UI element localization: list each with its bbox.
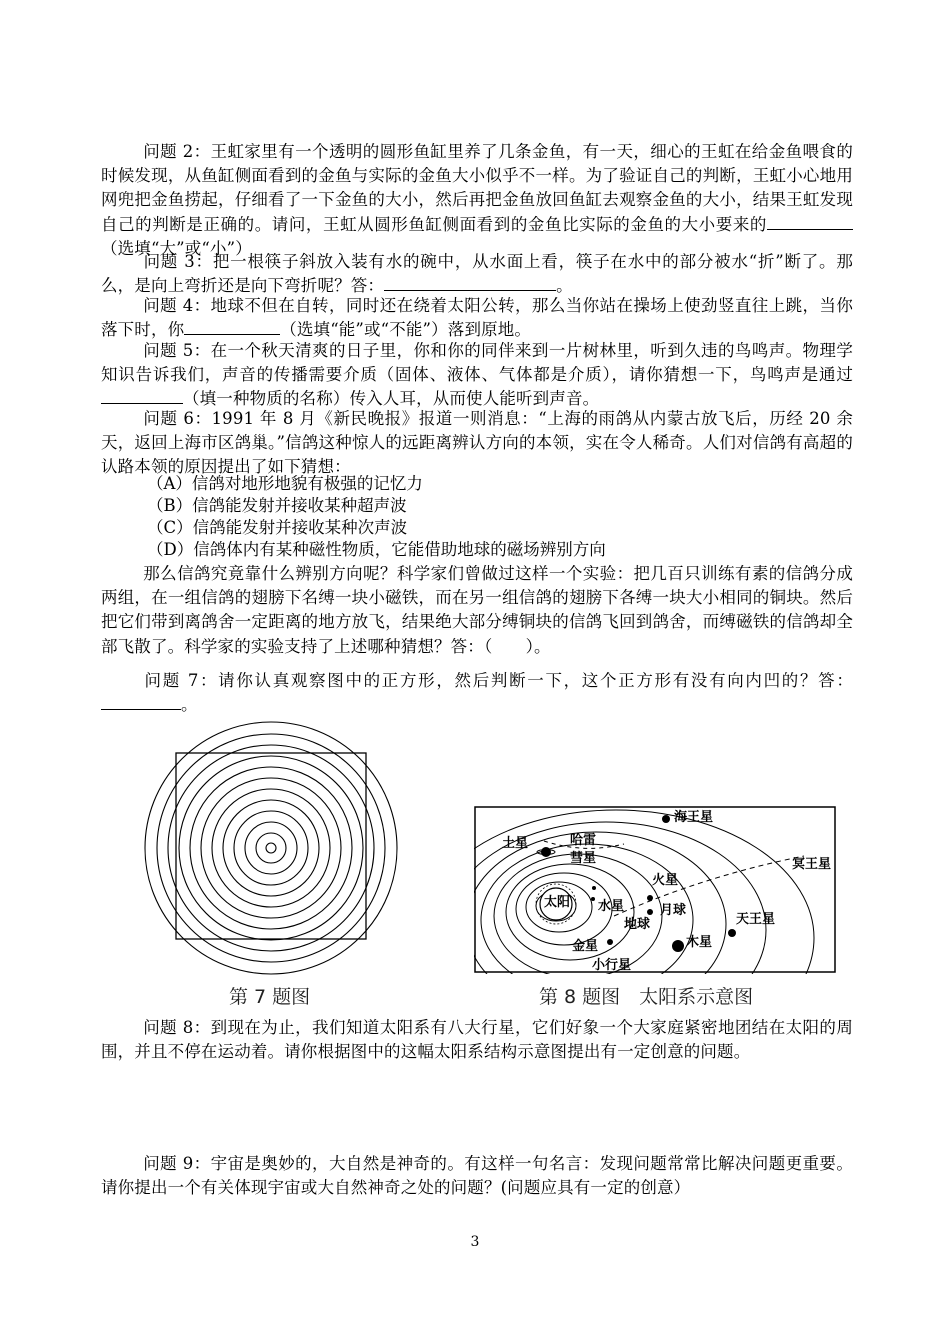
question-7-text: 问题 7：请你认真观察图中的正方形，然后判断一下，这个正方形有没有向内凹的？答：	[143, 671, 853, 690]
label-jupiter: 木星	[686, 935, 713, 950]
option-d: （D）信鸽体内有某种磁性物质，它能借助地球的磁场辨别方向	[147, 540, 606, 559]
question-4-tail: （选填“能”或“不能”）落到原地。	[280, 320, 532, 340]
label-comet: 彗星	[570, 851, 597, 866]
question-6-text: 问题 6：1991 年 8 月《新民晚报》报道一则消息：“上海的雨鸽从内蒙古放飞后，历经 20 余天，返回上海市区鸽巢。”信鸽这种惊人的远距离辨认方向的本领，实在令人稀奇。人们对信鸽有高超的认路本领的原因提出了如下猜想：	[101, 409, 853, 477]
answer-blank[interactable]	[101, 387, 183, 404]
question-4	[101, 294, 853, 342]
uranus-marker	[728, 929, 736, 937]
figure-frame	[475, 807, 835, 972]
label-sun: 太阳	[544, 895, 571, 910]
label-moon: 月球	[660, 903, 687, 918]
question-2	[101, 140, 853, 261]
answer-blank[interactable]	[384, 274, 556, 291]
option-c: （C）信鸽能发射并接收某种次声波	[147, 518, 408, 537]
label-saturn: 土星	[502, 836, 529, 851]
question-3-text: 问题 3：把一根筷子斜放入装有水的碗中，从水面上看，筷子在水中的部分被水“折”断了。那么，是向上弯折还是向下弯折呢？答：	[101, 252, 853, 296]
question-9-text: 问题 9：宇宙是奥妙的，大自然是神奇的。有这样一句名言：发现问题常常比解决问题更重要。请你提出一个有关体现宇宙或大自然神奇之处的问题？(问题应具有一定的创意）	[101, 1154, 853, 1198]
question-5-text: 问题 5：在一个秋天清爽的日子里，你和你的同伴来到一片树林里，听到久违的鸟鸣声。物理学知识告诉我们，声音的传播需要介质（固体、液体、气体都是介质），请你猜想一下，鸟鸣声是通过	[101, 341, 853, 385]
label-halley: 哈雷	[570, 833, 597, 848]
saturn-marker	[541, 847, 551, 857]
question-9	[101, 1152, 853, 1200]
question-5-tail: （填一种物质的名称）传入人耳，从而使人能听到声音。	[183, 389, 600, 409]
jupiter-marker	[672, 940, 684, 952]
question-6-experiment-text: 那么信鸽究竟靠什么辨别方向呢？科学家们曾做过这样一个实验：把几百只训练有素的信鸽分成两组，在一组信鸽的翅膀下名缚一块小磁铁，而在另一组信鸽的翅膀下各缚一块大小相同的铜块。然后把它们带到离鸽舍一定距离的地方放飞，结果绝大部分缚铜块的信鸽飞回到鸽舍，而缚磁铁的信鸽却全部飞散了。科学家的实验支持了上述哪种猜想？答：（ ）。	[101, 564, 853, 656]
earth-marker	[647, 909, 653, 915]
figure-7-illusion	[134, 720, 410, 982]
option-a: （A）信鸽对地形地貌有极强的记忆力	[147, 474, 423, 493]
venus-marker	[607, 939, 613, 945]
page-number: 3	[470, 1234, 480, 1250]
figure-8-caption: 第 8 题图 太阳系示意图	[539, 986, 754, 1008]
question-2-text: 问题 2：王虹家里有一个透明的圆形鱼缸里养了几条金鱼，有一天，细心的王虹在给金鱼喂食的时候发现，从鱼缸侧面看到的金鱼与实际的金鱼大小似乎不一样。为了验证自己的判断，王虹小心地用网兜把金鱼捞起，仔细看了一下金鱼的大小，然后再把金鱼放回鱼缸去观察金鱼的大小，结果王虹发现自己的判断是正确的。请问，王虹从圆形鱼缸侧面看到的金鱼比实际的金鱼的大小要来的	[101, 142, 853, 234]
answer-blank[interactable]	[184, 318, 280, 335]
mercury-marker	[591, 897, 595, 901]
label-earth: 地球	[624, 917, 651, 932]
question-8-text: 问题 8：到现在为止，我们知道太阳系有八大行星，它们好象一个大家庭紧密地团结在太阳的周围，并且不停在运动着。请你根据图中的这幅太阳系结构示意图提出有一定创意的问题。	[101, 1018, 853, 1062]
question-5	[101, 339, 853, 412]
label-venus: 金星	[572, 939, 599, 954]
question-6-experiment	[101, 562, 853, 659]
answer-blank[interactable]	[767, 213, 853, 230]
question-2-tail: （选填“大”或“小”）	[101, 238, 252, 258]
question-7	[101, 669, 853, 717]
question-4-text: 问题 4：地球不但在自转，同时还在绕着太阳公转，那么当你站在操场上使劲竖直往上跳，当你落下时，你	[101, 296, 853, 340]
comet-marker	[592, 886, 596, 890]
question-7-tail: 。	[181, 695, 198, 715]
question-3	[101, 250, 853, 298]
label-mars: 火星	[652, 873, 679, 888]
neptune-marker	[662, 815, 670, 823]
figure-7-caption: 第 7 题图	[229, 986, 311, 1008]
label-pluto: 冥王星	[792, 857, 832, 872]
question-8	[101, 1016, 853, 1064]
label-mercury: 水星	[598, 899, 625, 914]
mars-marker	[647, 895, 653, 901]
option-b: （B）信鸽能发射并接收某种超声波	[147, 496, 407, 515]
label-neptune: 海王星	[674, 810, 714, 825]
question-6	[101, 407, 853, 480]
figure-8-solar-system	[474, 806, 836, 974]
label-uranus: 天王星	[736, 912, 776, 927]
question-3-tail: 。	[556, 276, 573, 296]
answer-blank[interactable]	[101, 693, 181, 710]
concentric-circles	[145, 722, 397, 974]
label-asteroid: 小行星	[592, 958, 632, 973]
